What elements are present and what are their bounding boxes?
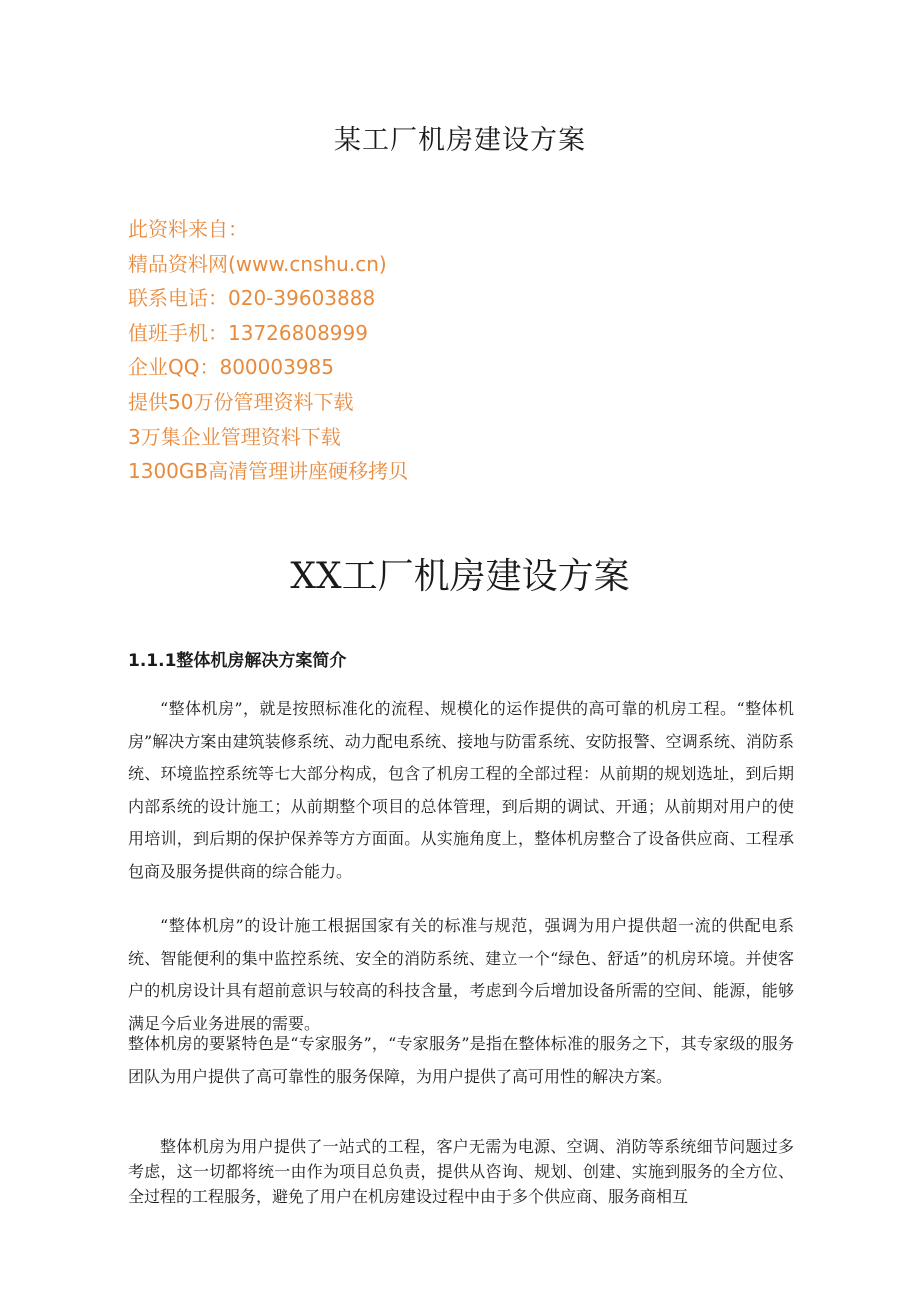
document-title: 某工厂机房建设方案 [334, 125, 586, 156]
source-line: 3万集企业管理资料下载 [128, 424, 341, 449]
body-paragraph: 整体机房为用户提供了一站式的工程，客户无需为电源、空调、消防等系统细节问题过多考虑，这一切都将统一由作为项目总负责，提供从咨询、规划、创建、实施到服务的全方位、全过程的工程服务，避免了用户在机房建设过程中由于多个供应商、服务商相互 [128, 1137, 794, 1206]
body-paragraph: “整体机房”的设计施工根据国家有关的标准与规范，强调为用户提供超一流的供配电系统、智能便利的集中监控系统、安全的消防系统、建立一个“绿色、舒适”的机房环境。并使客户的机房设计具有超前意识与较高的科技含量，考虑到今后增加设备所需的空间、能源，能够满足今后业务进展的需要。 [128, 916, 794, 1033]
source-line: 1300GB高清管理讲座硬移拷贝 [128, 459, 409, 484]
source-line: 企业QQ：800003985 [128, 355, 335, 380]
section-heading: 1.1.1整体机房解决方案简介 [128, 651, 347, 671]
main-title: XX工厂机房建设方案 [290, 556, 630, 597]
source-info-block [128, 212, 828, 489]
source-line: 精品资料网(www.cnshu.cn) [128, 251, 387, 276]
source-line: 提供50万份管理资料下载 [128, 389, 354, 414]
source-line: 此资料来自： [128, 217, 248, 241]
source-line: 值班手机：13726808999 [128, 320, 368, 345]
body-paragraph: 整体机房的要紧特色是“专家服务”，“专家服务”是指在整体标准的服务之下，其专家级的服务团队为用户提供了高可靠性的服务保障，为用户提供了高可用性的解决方案。 [128, 1034, 794, 1086]
source-line: 联系电话：020-39603888 [128, 286, 376, 311]
body-paragraph: “整体机房”，就是按照标准化的流程、规模化的运作提供的高可靠的机房工程。“整体机房”解决方案由建筑装修系统、动力配电系统、接地与防雷系统、安防报警、空调系统、消防系统、环境监控系统等七大部分构成，包含了机房工程的全部过程：从前期的规划选址，到后期内部系统的设计施工；从前期整个项目的总体管理，到后期的调试、开通；从前期对用户的使用培训，到后期的保护保养等方方面面。从实施角度上，整体机房整合了设备供应商、工程承包商及服务提供商的综合能力。 [128, 699, 794, 881]
